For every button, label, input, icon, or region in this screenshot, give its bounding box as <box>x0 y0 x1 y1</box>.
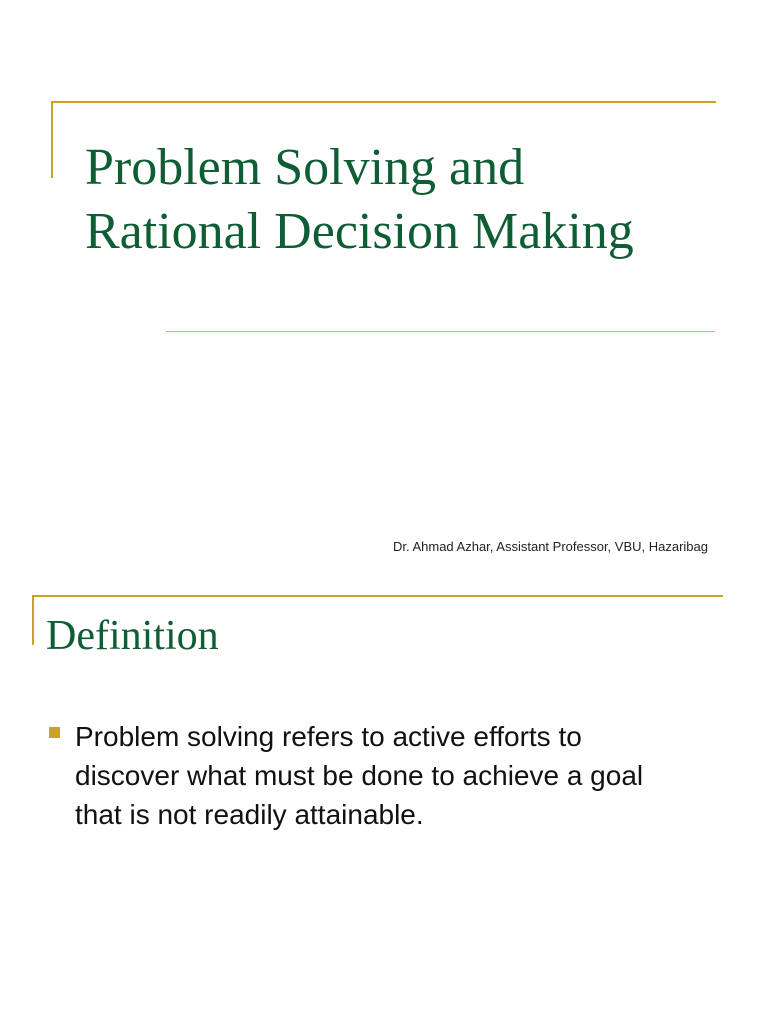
definition-slide <box>0 585 768 1024</box>
bullet-text: Problem solving refers to active efforts to discover what must be done to achieve a goal that is not readily attainable. <box>75 721 644 830</box>
slide-title <box>85 136 725 264</box>
frame-line-left <box>32 595 34 645</box>
square-bullet-icon <box>49 727 60 738</box>
slide-title-line-2: Rational Decision Making <box>85 203 634 260</box>
frame-line-left <box>51 101 53 178</box>
bullet-list <box>46 717 686 834</box>
slide-title-line-1: Problem Solving and <box>85 139 525 196</box>
frame-line-top <box>32 595 723 597</box>
title-divider-line <box>166 331 715 332</box>
slide-heading: Definition <box>46 613 219 659</box>
frame-line-top <box>51 101 716 103</box>
author-credit: Dr. Ahmad Azhar, Assistant Professor, VBU, Hazaribag <box>392 539 708 554</box>
bullet-item <box>46 717 686 834</box>
